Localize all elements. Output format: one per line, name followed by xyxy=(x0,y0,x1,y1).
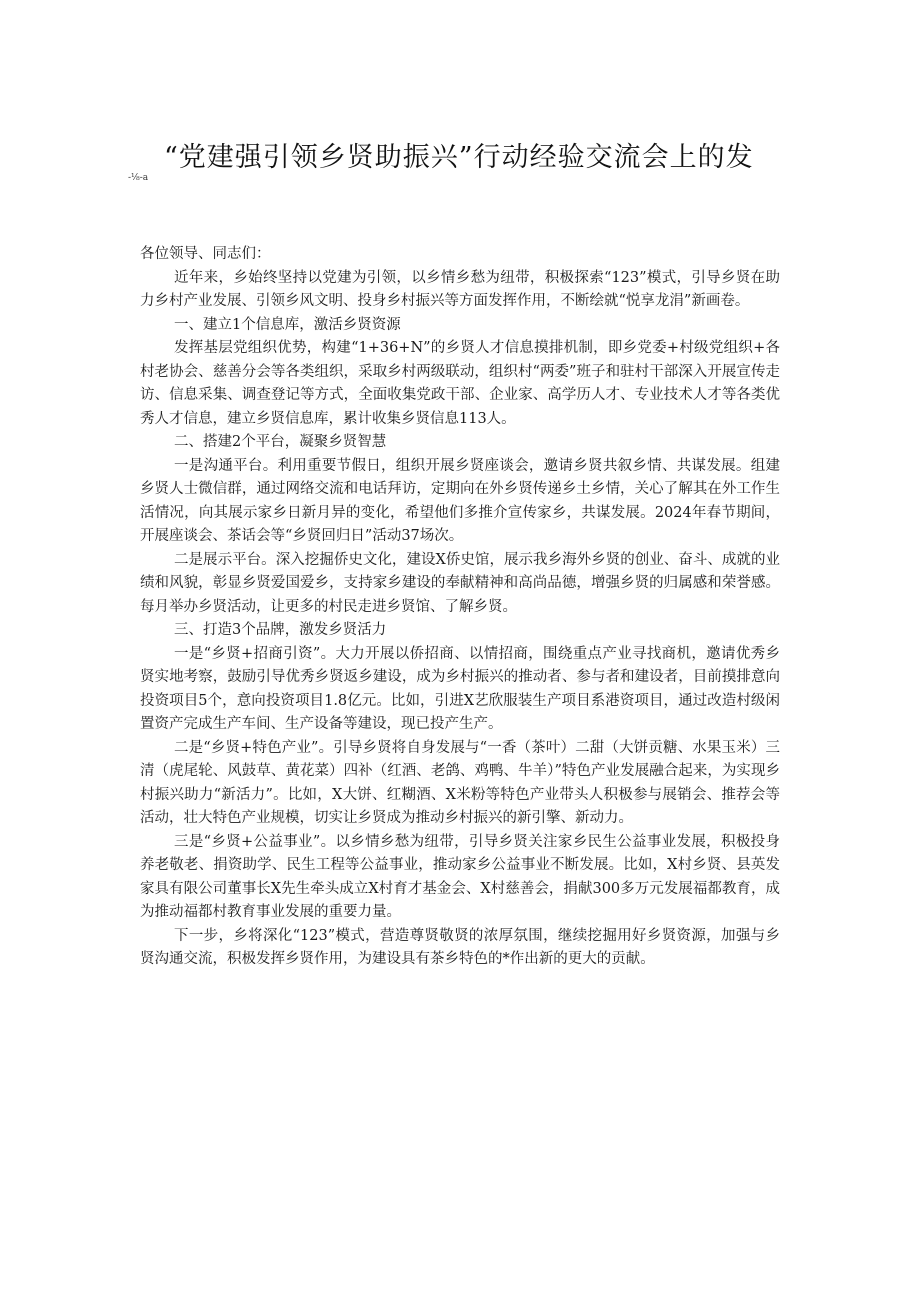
section3-paragraph-1: 一是“乡贤+招商引资”。大力开展以侨招商、以情招商，围绕重点产业寻找商机，邀请优秀乡贤实地考察，鼓励引导优秀乡贤返乡建设，成为乡村振兴的推动者、参与者和建设者，目前摸排意向投资项目5个，意向投资项目1.8亿元。比如，引进X艺欣服装生产项目系港资项目，通过改造村级闲置资产完成生产车间、生产设备等建设，现已投产生产。 xyxy=(140,645,780,732)
section-heading-3: 三、打造3个品牌，激发乡贤活力 xyxy=(174,622,387,638)
closing-paragraph: 下一步，乡将深化“123”模式，营造尊贤敬贤的浓厚氛围，继续挖掘用好乡贤资源，加强与乡贤沟通交流，积极发挥乡贤作用，为建设具有茶乡特色的*作出新的更大的贡献。 xyxy=(140,927,780,967)
salutation: 各位领导、同志们： xyxy=(140,246,271,262)
section2-paragraph-2: 二是展示平台。深入挖掘侨史文化，建设X侨史馆，展示我乡海外乡贤的创业、奋斗、成就的业绩和风貌，彰显乡贤爱国爱乡，支持家乡建设的奉献精神和高尚品德，增强乡贤的归属感和荣誉感。每月举办乡贤活动，让更多的村民走进乡贤馆、了解乡贤。 xyxy=(140,551,780,615)
section1-paragraph: 发挥基层党组织优势，构建“1+36+N”的乡贤人才信息摸排机制，即乡党委+村级党组织+各村老协会、慈善分会等各类组织，采取乡村两级联动，组织村“两委”班子和驻村干部深入开展宣传走访、信息采集、调查登记等方式，全面收集党政干部、企业家、高学历人才、专业技术人才等各类优秀人才信息，建立乡贤信息库，累计收集乡贤信息113人。 xyxy=(140,340,780,427)
section3-paragraph-2: 二是“乡贤+特色产业”。引导乡贤将自身发展与“一香（茶叶）二甜（大饼贡糖、水果玉米）三清（虎尾轮、风鼓草、黄花菜）四补（红酒、老鸽、鸡鸭、牛羊）”特色产业发展融合起来，为实现乡村振兴助力“新活力”。比如，X大饼、红糊酒、X米粉等特色产业带头人积极参与展销会、推荐会等活动，壮大特色产业规模，切实让乡贤成为推动乡村振兴的新引擎、新动力。 xyxy=(140,739,780,826)
section-heading-2: 二、搭建2个平台，凝聚乡贤智慧 xyxy=(174,434,387,450)
section-heading-1: 一、建立1个信息库，激活乡贤资源 xyxy=(174,316,401,333)
intro-paragraph: 近年来，乡始终坚持以党建为引领，以乡情乡愁为纽带，积极探索“123”模式，引导乡贤在助力乡村产业发展、引领乡风文明、投身乡村振兴等方面发挥作用，不断绘就“悦享龙涓”新画卷。 xyxy=(140,269,780,309)
title-continuation: -⅛-a xyxy=(128,173,149,183)
document-body xyxy=(140,243,780,972)
section3-paragraph-3: 三是“乡贤+公益事业”。以乡情乡愁为纽带，引导乡贤关注家乡民生公益事业发展，积极投身养老敬老、捐资助学、民生工程等公益事业，推动家乡公益事业不断发展。比如，X村乡贤、县英发家具有限公司董事长X先生牵头成立X村育才基金会、X村慈善会，捐献300多万元发展福都教育，成为推动福都村教育事业发展的重要力量。 xyxy=(140,833,780,920)
section2-paragraph-1: 一是沟通平台。利用重要节假日，组织开展乡贤座谈会，邀请乡贤共叙乡情、共谋发展。组建乡贤人士微信群，通过网络交流和电话拜访，定期向在外乡贤传递乡土乡情，关心了解其在外工作生活情况，向其展示家乡日新月异的变化，希望他们多推介宣传家乡，共谋发展。2024年春节期间，开展座谈会、茶话会等“乡贤回归日”活动37场次。 xyxy=(140,457,780,544)
document-title: “党建强引领乡贤助振兴”行动经验交流会上的发 xyxy=(164,142,754,173)
